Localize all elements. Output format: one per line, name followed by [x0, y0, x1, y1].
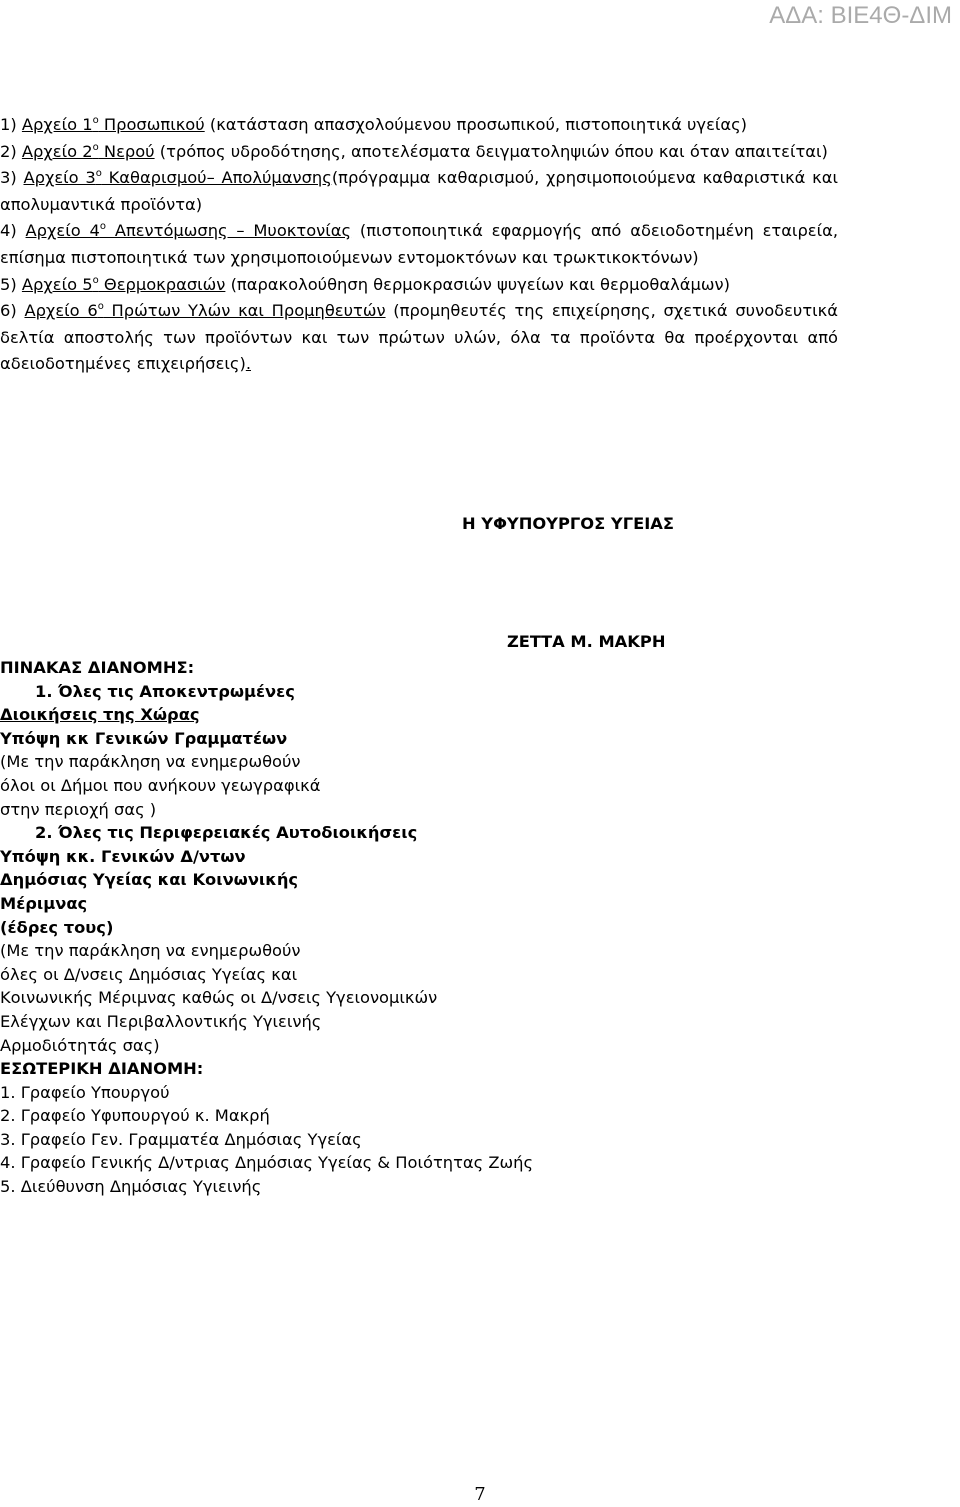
archive-desc: (κατάσταση απασχολούμενου προσωπικού, πιστοποιητικά υγείας): [204, 115, 748, 134]
archive-item: [0, 165, 838, 218]
distribution-line: (Με την παράκληση να ενημερωθούν: [0, 752, 301, 772]
item-number: 3): [0, 168, 17, 188]
distribution-line: Δημόσιας Υγείας και Κοινωνικής: [0, 870, 299, 890]
archive-desc: (προμηθευτές της επιχείρησης, σχετικά συνοδευτικά δελτία αποστολής των προϊόντων και των πρώτων υλών, όλα τα προϊόντα θα προέρχονται από αδειοδοτημένες επιχειρήσεις): [0, 301, 838, 374]
archive-name: Αρχείο $6^o$ Πρώτων Υλών και Προμηθευτών: [24, 301, 386, 321]
distribution-line: Ελέγχων και Περιβαλλοντικής Υγιεινής: [0, 1011, 322, 1031]
distribution-line: Αρμοδιότητάς σας): [0, 1035, 160, 1055]
distribution-line: 1. Όλες τις Αποκεντρωμένες: [35, 681, 295, 701]
distribution-line: (έδρες τους): [0, 917, 114, 937]
archive-name: Αρχείο $2^o$ Νερού: [21, 141, 155, 161]
archive-desc: (πρόγραμμα καθαρισμού, χρησιμοποιούμενα καθαριστικά και απολυμαντικά προϊόντα): [0, 168, 838, 214]
archive-name: Αρχείο $5^o$ Θερμοκρασιών: [21, 274, 226, 294]
archive-desc: (πιστοποιητικά εφαρμογής από αδειοδοτημένη εταιρεία, επίσημα πιστοποιητικά των χρησιμοποιούμενων εντομοκτόνων και τρωκτικοκτόνων): [0, 221, 838, 267]
distribution-line: Υπόψη κκ. Γενικών Δ/ντων: [0, 846, 246, 866]
distribution-line: Διοικήσεις της Χώρας: [0, 705, 200, 725]
distribution-line: όλοι οι Δήμοι που ανήκουν γεωγραφικά: [0, 775, 321, 795]
distribution-line: (Με την παράκληση να ενημερωθούν: [0, 941, 301, 961]
archive-desc: (παρακολούθηση θερμοκρασιών ψυγείων και θερμοθαλάμων): [225, 274, 730, 294]
internal-item: 3. Γραφείο Γεν. Γραμματέα Δημόσιας Υγείας: [0, 1129, 362, 1149]
distribution-line: στην περιοχή σας ): [0, 799, 157, 819]
internal-item: 4. Γραφείο Γενικής Δ/ντριας Δημόσιας Υγείας & Ποιότητας Ζωής: [0, 1153, 533, 1173]
archive-name: Αρχείο $1^o$ Προσωπικού: [21, 115, 205, 134]
archive-item: [0, 298, 838, 378]
item-number: 5): [0, 274, 17, 294]
item-number: 1): [0, 115, 17, 134]
internal-item: 1. Γραφείο Υπουργού: [0, 1082, 170, 1102]
distribution-line: Υπόψη κκ Γενικών Γραμματέων: [0, 728, 288, 748]
page-number: 7: [474, 1484, 486, 1505]
archive-item: [0, 139, 838, 166]
archive-item: [0, 272, 838, 299]
archive-name: Αρχείο $3^o$ Καθαρισμού– Απολύμανσης: [23, 168, 332, 188]
archive-list: [0, 112, 838, 378]
distribution-line: όλες οι Δ/νσεις Δημόσιας Υγείας και: [0, 964, 298, 984]
internal-distribution-heading: ΕΣΩΤΕΡΙΚΗ ΔΙΑΝΟΜΗ:: [0, 1059, 204, 1079]
distribution-block: [0, 656, 700, 1199]
archive-desc: (τρόπος υδροδότησης, αποτελέσματα δειγματοληψιών όπου και όταν απαιτείται): [154, 141, 828, 161]
distribution-line: Μέριμνας: [0, 893, 88, 913]
distribution-line: Κοινωνικής Μέριμνας καθώς οι Δ/νσεις Υγειονομικών: [0, 988, 438, 1008]
item-number: 4): [0, 221, 17, 241]
distribution-heading: ΠΙΝΑΚΑΣ ΔΙΑΝΟΜΗΣ:: [0, 658, 195, 677]
archive-item: [0, 218, 838, 271]
internal-item: 2. Γραφείο Υφυπουργού κ. Μακρή: [0, 1106, 270, 1126]
minister-title: Η ΥΦΥΠΟΥΡΓΟΣ ΥΓΕΙΑΣ: [462, 514, 674, 533]
archive-item: [0, 112, 838, 139]
distribution-line: 2. Όλες τις Περιφερειακές Αυτοδιοικήσεις: [35, 823, 418, 843]
archive-name: Αρχείο $4^o$ Απεντόμωσης – Μυοκτονίας: [25, 221, 352, 241]
internal-item: 5. Διεύθυνση Δημόσιας Υγιεινής: [0, 1177, 262, 1197]
trailing-period: .: [245, 354, 251, 374]
ada-code: ΑΔΑ: ΒΙΕ4Θ-ΔΙΜ: [769, 2, 952, 29]
item-number: 2): [0, 141, 17, 161]
signer-name: ΖΕΤΤΑ Μ. ΜΑΚΡΗ: [507, 632, 666, 651]
item-number: 6): [0, 301, 17, 321]
